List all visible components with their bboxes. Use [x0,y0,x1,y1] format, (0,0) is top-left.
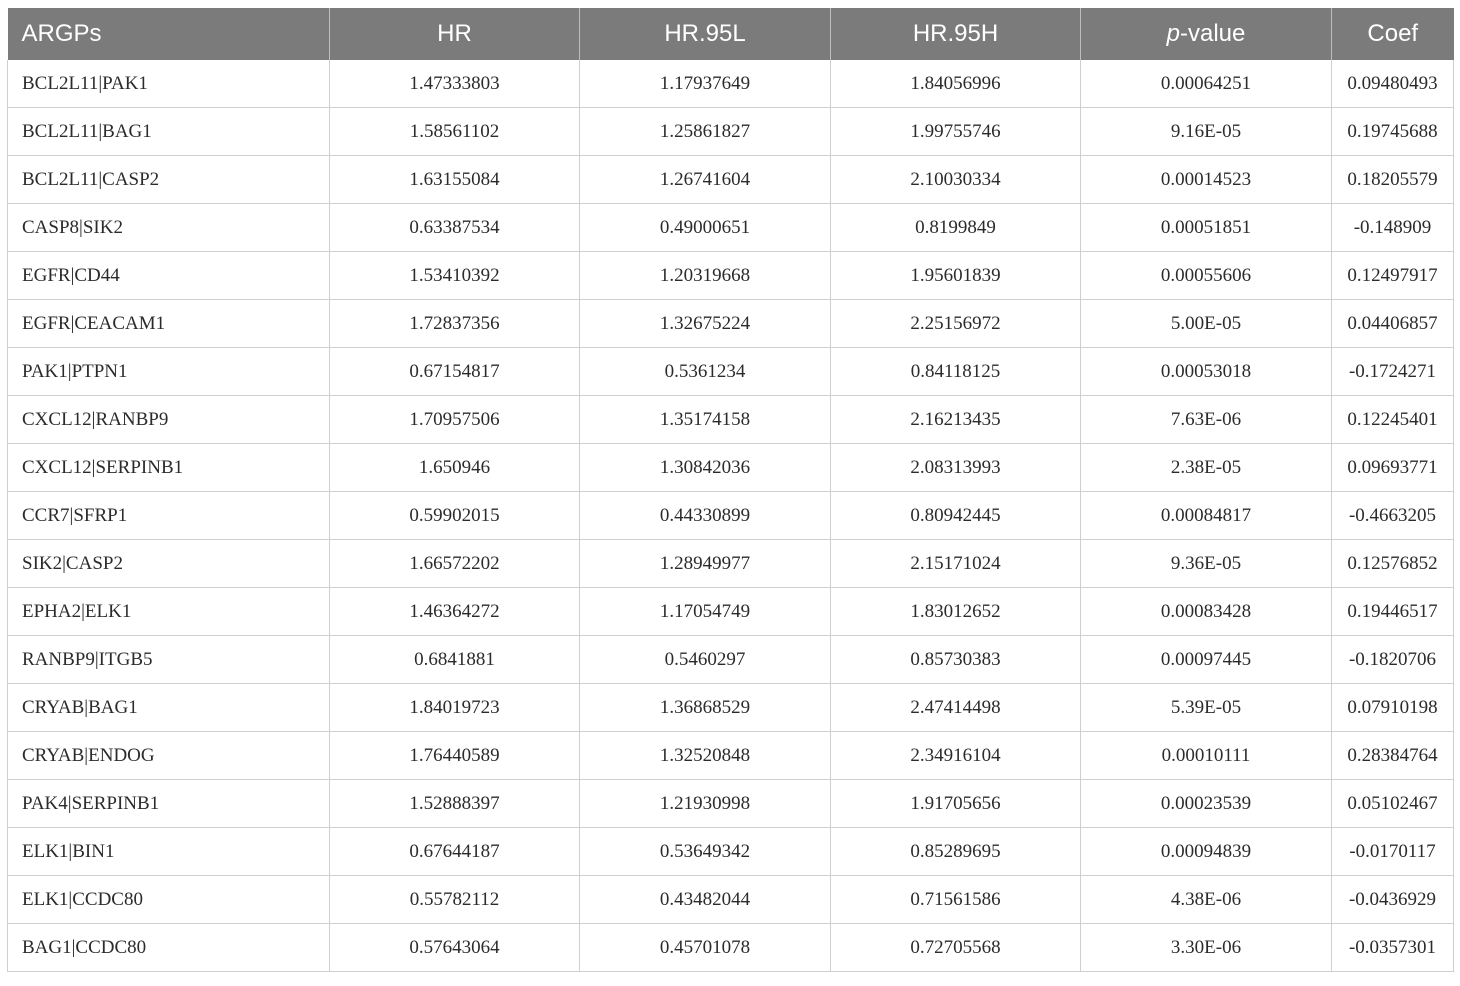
cell-coef: 0.05102467 [1332,780,1454,828]
cell-hr: 0.67644187 [330,828,580,876]
cell-pvalue: 0.00094839 [1081,828,1332,876]
cell-pvalue: 0.00053018 [1081,348,1332,396]
cell-argps: SIK2|CASP2 [8,540,330,588]
cell-hr: 0.6841881 [330,636,580,684]
cell-hr: 0.67154817 [330,348,580,396]
cell-coef: 0.19745688 [1332,108,1454,156]
cell-hr95h: 2.08313993 [831,444,1081,492]
header-hr95h: HR.95H [831,8,1081,60]
cell-coef: 0.18205579 [1332,156,1454,204]
table-row [8,204,1454,252]
cell-hr95h: 0.85289695 [831,828,1081,876]
table-row [8,924,1454,972]
cell-coef: 0.19446517 [1332,588,1454,636]
header-hr95l: HR.95L [580,8,831,60]
cell-hr95l: 0.5361234 [580,348,831,396]
cell-hr: 1.650946 [330,444,580,492]
cell-hr: 1.63155084 [330,156,580,204]
cell-coef: 0.09693771 [1332,444,1454,492]
table-row [8,444,1454,492]
cell-coef: 0.12576852 [1332,540,1454,588]
cell-hr: 1.70957506 [330,396,580,444]
cell-pvalue: 4.38E-06 [1081,876,1332,924]
table-row [8,828,1454,876]
cell-pvalue: 9.16E-05 [1081,108,1332,156]
cell-coef: -0.1724271 [1332,348,1454,396]
cell-coef: -0.0170117 [1332,828,1454,876]
table-row [8,636,1454,684]
cell-hr95h: 2.15171024 [831,540,1081,588]
cell-hr95h: 2.25156972 [831,300,1081,348]
cell-hr: 0.63387534 [330,204,580,252]
cell-hr95l: 0.44330899 [580,492,831,540]
cell-coef: 0.07910198 [1332,684,1454,732]
table-row [8,60,1454,108]
cell-hr: 0.59902015 [330,492,580,540]
cell-coef: 0.28384764 [1332,732,1454,780]
cell-pvalue: 0.00014523 [1081,156,1332,204]
table-row [8,732,1454,780]
table-row [8,780,1454,828]
cell-argps: PAK4|SERPINB1 [8,780,330,828]
cell-hr: 1.46364272 [330,588,580,636]
cell-hr: 1.76440589 [330,732,580,780]
cell-hr95h: 1.91705656 [831,780,1081,828]
cell-coef: 0.12497917 [1332,252,1454,300]
header-argps: ARGPs [8,8,330,60]
cell-argps: BCL2L11|BAG1 [8,108,330,156]
cell-hr95l: 0.43482044 [580,876,831,924]
cell-hr95h: 0.72705568 [831,924,1081,972]
cell-hr95l: 1.32675224 [580,300,831,348]
cell-pvalue: 5.00E-05 [1081,300,1332,348]
cell-hr95l: 1.35174158 [580,396,831,444]
cell-pvalue: 0.00097445 [1081,636,1332,684]
cell-hr95h: 0.84118125 [831,348,1081,396]
cell-coef: 0.12245401 [1332,396,1454,444]
cell-hr95l: 1.20319668 [580,252,831,300]
cell-pvalue: 0.00055606 [1081,252,1332,300]
cell-argps: ELK1|BIN1 [8,828,330,876]
table-body [8,60,1454,972]
header-pvalue [1081,8,1332,60]
cell-hr95l: 1.17937649 [580,60,831,108]
cell-hr95l: 0.49000651 [580,204,831,252]
cell-argps: PAK1|PTPN1 [8,348,330,396]
cell-hr: 0.55782112 [330,876,580,924]
cell-argps: EPHA2|ELK1 [8,588,330,636]
cell-hr95l: 1.32520848 [580,732,831,780]
results-table-container [7,8,1453,972]
cell-hr95l: 0.53649342 [580,828,831,876]
cell-pvalue: 0.00051851 [1081,204,1332,252]
cell-hr95h: 1.95601839 [831,252,1081,300]
cell-hr: 1.52888397 [330,780,580,828]
cell-argps: CRYAB|BAG1 [8,684,330,732]
table-row [8,252,1454,300]
cell-hr95l: 1.17054749 [580,588,831,636]
cell-argps: CXCL12|SERPINB1 [8,444,330,492]
table-row [8,588,1454,636]
cell-pvalue: 0.00083428 [1081,588,1332,636]
cell-pvalue: 0.00023539 [1081,780,1332,828]
cell-hr: 0.57643064 [330,924,580,972]
table-row [8,540,1454,588]
cell-argps: ELK1|CCDC80 [8,876,330,924]
header-hr: HR [330,8,580,60]
results-table [7,8,1454,972]
table-row [8,684,1454,732]
cell-argps: BCL2L11|PAK1 [8,60,330,108]
table-row [8,300,1454,348]
cell-pvalue: 5.39E-05 [1081,684,1332,732]
cell-hr95h: 1.99755746 [831,108,1081,156]
table-row [8,108,1454,156]
cell-coef: 0.09480493 [1332,60,1454,108]
cell-hr95l: 1.26741604 [580,156,831,204]
cell-argps: CXCL12|RANBP9 [8,396,330,444]
header-pvalue-italic: p [1166,20,1180,47]
cell-pvalue: 3.30E-06 [1081,924,1332,972]
table-header [8,8,1454,60]
cell-hr95h: 0.71561586 [831,876,1081,924]
cell-hr95h: 0.85730383 [831,636,1081,684]
cell-pvalue: 2.38E-05 [1081,444,1332,492]
cell-pvalue: 7.63E-06 [1081,396,1332,444]
cell-coef: -0.0357301 [1332,924,1454,972]
cell-argps: RANBP9|ITGB5 [8,636,330,684]
cell-hr: 1.58561102 [330,108,580,156]
cell-hr95l: 1.30842036 [580,444,831,492]
cell-argps: EGFR|CEACAM1 [8,300,330,348]
cell-hr95l: 0.45701078 [580,924,831,972]
cell-pvalue: 9.36E-05 [1081,540,1332,588]
cell-hr95h: 0.80942445 [831,492,1081,540]
cell-pvalue: 0.00010111 [1081,732,1332,780]
cell-pvalue: 0.00064251 [1081,60,1332,108]
header-pvalue-rest: -value [1179,20,1246,47]
cell-coef: -0.4663205 [1332,492,1454,540]
cell-argps: CRYAB|ENDOG [8,732,330,780]
cell-hr95h: 2.34916104 [831,732,1081,780]
cell-hr95h: 2.16213435 [831,396,1081,444]
cell-hr95h: 0.8199849 [831,204,1081,252]
cell-hr95l: 1.36868529 [580,684,831,732]
cell-argps: EGFR|CD44 [8,252,330,300]
cell-hr95h: 2.47414498 [831,684,1081,732]
cell-hr: 1.84019723 [330,684,580,732]
cell-pvalue: 0.00084817 [1081,492,1332,540]
table-row [8,492,1454,540]
cell-hr: 1.66572202 [330,540,580,588]
cell-hr: 1.53410392 [330,252,580,300]
cell-argps: CCR7|SFRP1 [8,492,330,540]
table-row [8,876,1454,924]
header-coef: Coef [1332,8,1454,60]
table-row [8,396,1454,444]
table-row [8,156,1454,204]
cell-hr95h: 2.10030334 [831,156,1081,204]
table-row [8,348,1454,396]
cell-coef: -0.0436929 [1332,876,1454,924]
cell-coef: -0.1820706 [1332,636,1454,684]
cell-argps: BAG1|CCDC80 [8,924,330,972]
cell-argps: CASP8|SIK2 [8,204,330,252]
cell-hr95l: 0.5460297 [580,636,831,684]
cell-hr95h: 1.84056996 [831,60,1081,108]
cell-hr: 1.47333803 [330,60,580,108]
cell-hr95l: 1.28949977 [580,540,831,588]
header-row [8,8,1454,60]
cell-hr95l: 1.21930998 [580,780,831,828]
cell-hr95h: 1.83012652 [831,588,1081,636]
cell-hr95l: 1.25861827 [580,108,831,156]
cell-coef: -0.148909 [1332,204,1454,252]
cell-coef: 0.04406857 [1332,300,1454,348]
cell-argps: BCL2L11|CASP2 [8,156,330,204]
cell-hr: 1.72837356 [330,300,580,348]
